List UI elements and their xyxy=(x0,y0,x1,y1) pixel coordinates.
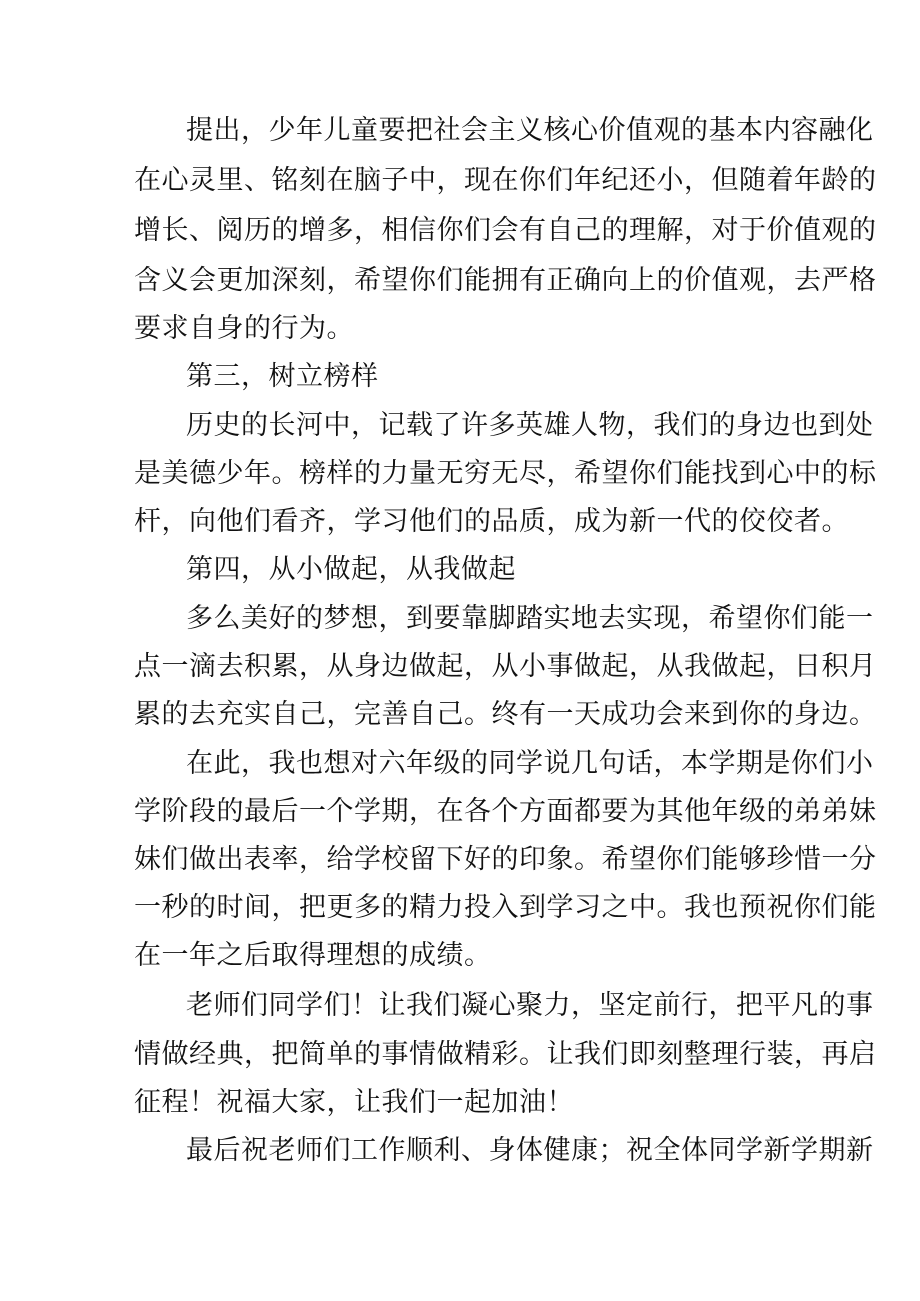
text-line: 是美德少年。榜样的力量无穷无尽，希望你们能找到心中的标 xyxy=(134,458,877,489)
text-line: 征程！祝福大家，让我们一起加油！ xyxy=(134,1087,574,1118)
text-line: 含义会更加深刻，希望你们能拥有正确向上的价值观，去严格 xyxy=(134,265,877,296)
section-heading: 第四，从小做起，从我做起 xyxy=(186,554,516,585)
text-line: 在一年之后取得理想的成绩。 xyxy=(134,940,492,971)
text-line: 最后祝老师们工作顺利、身体健康；祝全体同学新学期新 xyxy=(186,1135,874,1166)
text-line: 增长、阅历的增多，相信你们会有自己的理解，对于价值观的 xyxy=(134,215,877,246)
text-line: 杆，向他们看齐，学习他们的品质，成为新一代的佼佼者。 xyxy=(134,506,849,537)
text-line: 情做经典，把简单的事情做精彩。让我们即刻整理行装，再启 xyxy=(134,1039,877,1070)
text-line: 妹们做出表率，给学校留下好的印象。希望你们能够珍惜一分 xyxy=(134,844,877,875)
text-line: 老师们同学们！让我们凝心聚力，坚定前行，把平凡的事 xyxy=(186,990,874,1021)
text-line: 在心灵里、铭刻在脑子中，现在你们年纪还小，但随着年龄的 xyxy=(134,165,877,196)
text-line: 提出，少年儿童要把社会主义核心价值观的基本内容融化 xyxy=(186,115,874,146)
text-line: 要求自身的行为。 xyxy=(134,313,354,344)
section-heading: 第三，树立榜样 xyxy=(186,361,379,392)
text-line: 累的去充实自己，完善自己。终有一天成功会来到你的身边。 xyxy=(134,699,877,730)
text-line: 在此，我也想对六年级的同学说几句话，本学期是你们小 xyxy=(186,748,874,779)
text-line: 历史的长河中，记载了许多英雄人物，我们的身边也到处 xyxy=(186,410,874,441)
text-line: 一秒的时间，把更多的精力投入到学习之中。我也预祝你们能 xyxy=(134,892,877,923)
text-line: 点一滴去积累，从身边做起，从小事做起，从我做起，日积月 xyxy=(134,651,877,682)
text-line: 多么美好的梦想，到要靠脚踏实地去实现，希望你们能一 xyxy=(186,603,874,634)
text-line: 学阶段的最后一个学期，在各个方面都要为其他年级的弟弟妹 xyxy=(134,796,877,827)
